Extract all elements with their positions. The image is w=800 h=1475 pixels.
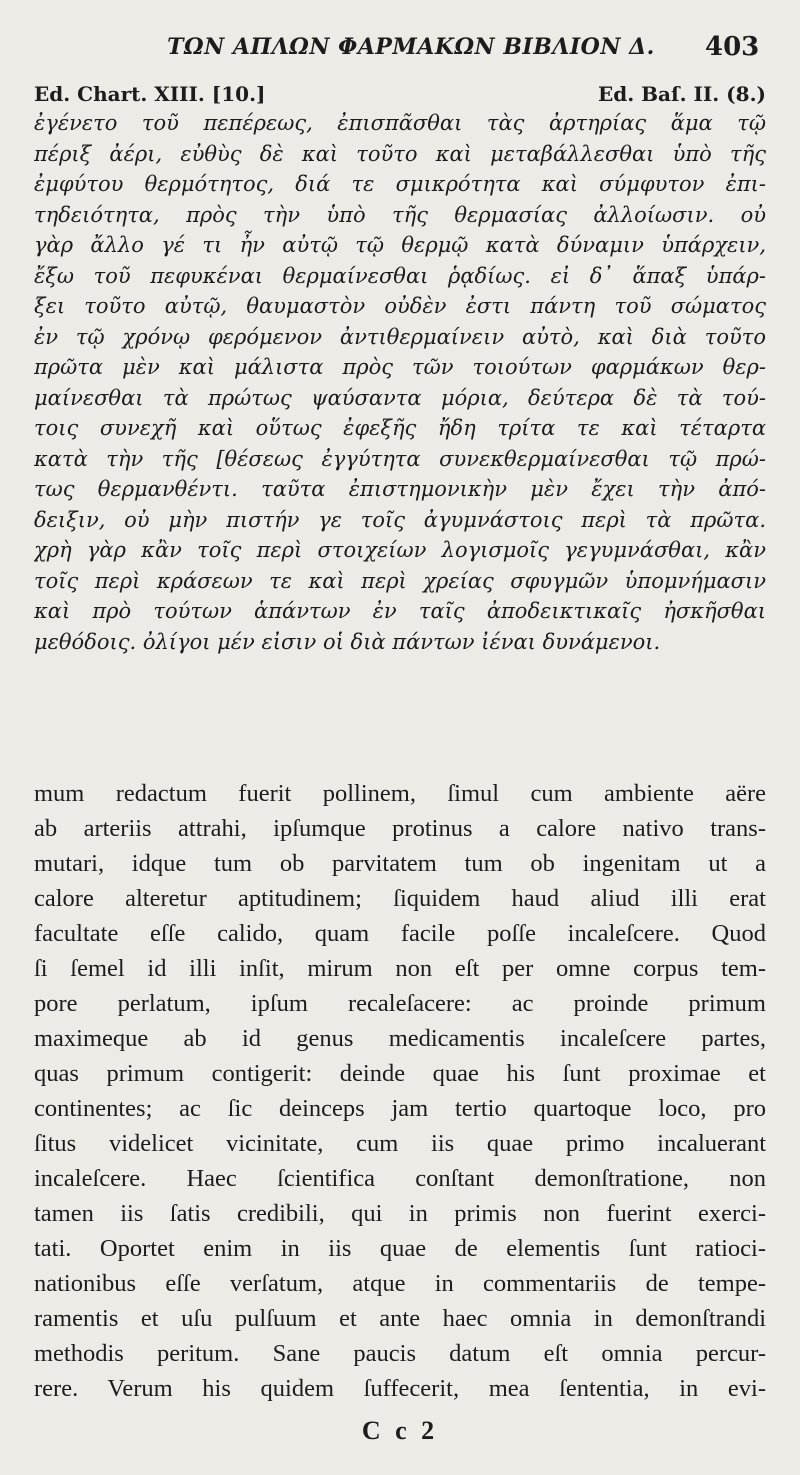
greek-text-block (34, 108, 766, 657)
page-number: 403 (705, 32, 760, 62)
latin-line: tamen iis ſatis credibili, qui in primis non fuerint exerci- (34, 1200, 766, 1227)
greek-line: πρῶτα μὲν καὶ μάλιστα πρὸς τῶν τοιούτων φαρμάκων θερ- (34, 355, 766, 379)
greek-line: καὶ πρὸ τούτων ἁπάντων ἐν ταῖς ἀποδεικτικαῖς ἠσκῆσθαι (34, 599, 766, 623)
running-title: ΤΩΝ ΑΠΛΩΝ ΦΑΡΜΑΚΩΝ ΒΙΒΛΙΟΝ Δ. (167, 34, 655, 60)
greek-line: ἐγένετο τοῦ πεπέρεως, ἐπισπᾶσθαι τὰς ἀρτηρίας ἅμα τῷ (34, 111, 766, 135)
latin-line: calore alteretur aptitudinem; ſiquidem haud aliud illi erat (34, 885, 766, 912)
greek-line: τως θερμανθέντι. ταῦτα ἐπιστημονικὴν μὲν ἔχει τὴν ἀπό- (34, 477, 766, 501)
greek-line: τοῖς περὶ κράσεων τε καὶ περὶ χρείας σφυγμῶν ὑπομνήμασιν (34, 568, 766, 593)
latin-line: pore perlatum, ipſum recaleſacere: ac proinde primum (34, 990, 766, 1017)
signature-mark: C c 2 (361, 1416, 439, 1445)
greek-line: ἐμφύτου θερμότητος, διά τε σμικρότητα καὶ σύμφυτον ἐπι- (34, 172, 766, 196)
latin-line: mum redactum fuerit pollinem, ſimul cum ambiente aëre (34, 780, 766, 807)
edition-chartier-ref: Ed. Chart. XIII. [10.] (34, 82, 266, 106)
greek-line: κατὰ τὴν τῆς [θέσεως ἐγγύτητα συνεκθερμαίνεσθαι τῷ πρώ- (34, 446, 766, 471)
latin-line: ſitus videlicet vicinitate, cum iis quae primo incaluerant (34, 1130, 766, 1157)
greek-line: τηδειότητα, πρὸς τὴν ὑπὸ τῆς θερμασίας ἀλλοίωσιν. οὐ (34, 202, 766, 227)
running-head (0, 32, 800, 66)
greek-line: ξει τοῦτο αὐτῷ, θαυμαστὸν οὐδὲν ἐστι πάντη τοῦ σώματος (34, 294, 766, 318)
greek-line: μεθόδοις. ὀλίγοι μέν εἰσιν οἱ διὰ πάντων ἰέναι δυνάμενοι. (34, 629, 661, 654)
edition-references (34, 80, 766, 110)
latin-line: tati. Oportet enim in iis quae de elementis ſunt ratioci- (34, 1235, 766, 1262)
greek-line: γὰρ ἄλλο γέ τι ἦν αὐτῷ τῷ θερμῷ κατὰ δύναμιν ὑπάρχειν, (34, 233, 766, 257)
greek-line: πέριξ ἀέρι, εὐθὺς δὲ καὶ τοῦτο καὶ μεταβάλλεσθαι ὑπὸ τῆς (34, 141, 766, 166)
latin-line: quas primum contigerit: deinde quae his ſunt proximae et (34, 1060, 766, 1087)
latin-text-block (34, 776, 766, 1406)
latin-line: facultate eſſe calido, quam facile poſſe incaleſcere. Quod (34, 920, 766, 947)
latin-line: incaleſcere. Haec ſcientifica conſtant demonſtratione, non (34, 1165, 766, 1192)
latin-line: nationibus eſſe verſatum, atque in commentariis de tempe- (34, 1270, 766, 1297)
latin-line: maximeque ab id genus medicamentis incaleſcere partes, (34, 1025, 766, 1052)
greek-line: μαίνεσθαι τὰ πρώτως ψαύσαντα μόρια, δεύτερα δὲ τὰ τού- (34, 385, 766, 410)
greek-line: χρὴ γὰρ κἂν τοῖς περὶ στοιχείων λογισμοῖς γεγυμνάσθαι, κἂν (34, 538, 766, 562)
latin-line: mutari, idque tum ob parvitatem tum ob ingenitam ut a (34, 850, 766, 877)
latin-line: methodis peritum. Sane paucis datum eſt omnia percur- (34, 1340, 766, 1367)
greek-line: ἔξω τοῦ πεφυκέναι θερμαίνεσθαι ῥᾳδίως. εἰ δ᾽ ἅπαξ ὑπάρ- (34, 263, 766, 288)
latin-line: ſi ſemel id illi inſit, mirum non eſt per omne corpus tem- (34, 955, 766, 982)
latin-line: rere. Verum his quidem ſuffecerit, mea ſententia, in evi- (34, 1375, 766, 1402)
edition-basel-ref: Ed. Baſ. II. (8.) (598, 82, 766, 106)
latin-line: ramentis et uſu pulſuum et ante haec omnia in demonſtrandi (34, 1305, 766, 1332)
latin-line: ab arteriis attrahi, ipſumque protinus a calore nativo trans- (34, 815, 766, 842)
greek-line: ἐν τῷ χρόνῳ φερόμενον ἀντιθερμαίνειν αὐτὸ, καὶ διὰ τοῦτο (34, 324, 766, 349)
latin-line: continentes; ac ſic deinceps jam tertio quartoque loco, pro (34, 1095, 766, 1122)
greek-line: τοις συνεχῆ καὶ οὕτως ἐφεξῆς ἤδη τρίτα τε καὶ τέταρτα (34, 416, 766, 440)
greek-line: δειξιν, οὐ μὴν πιστήν γε τοῖς ἀγυμνάστοις περὶ τὰ πρῶτα. (34, 507, 766, 532)
